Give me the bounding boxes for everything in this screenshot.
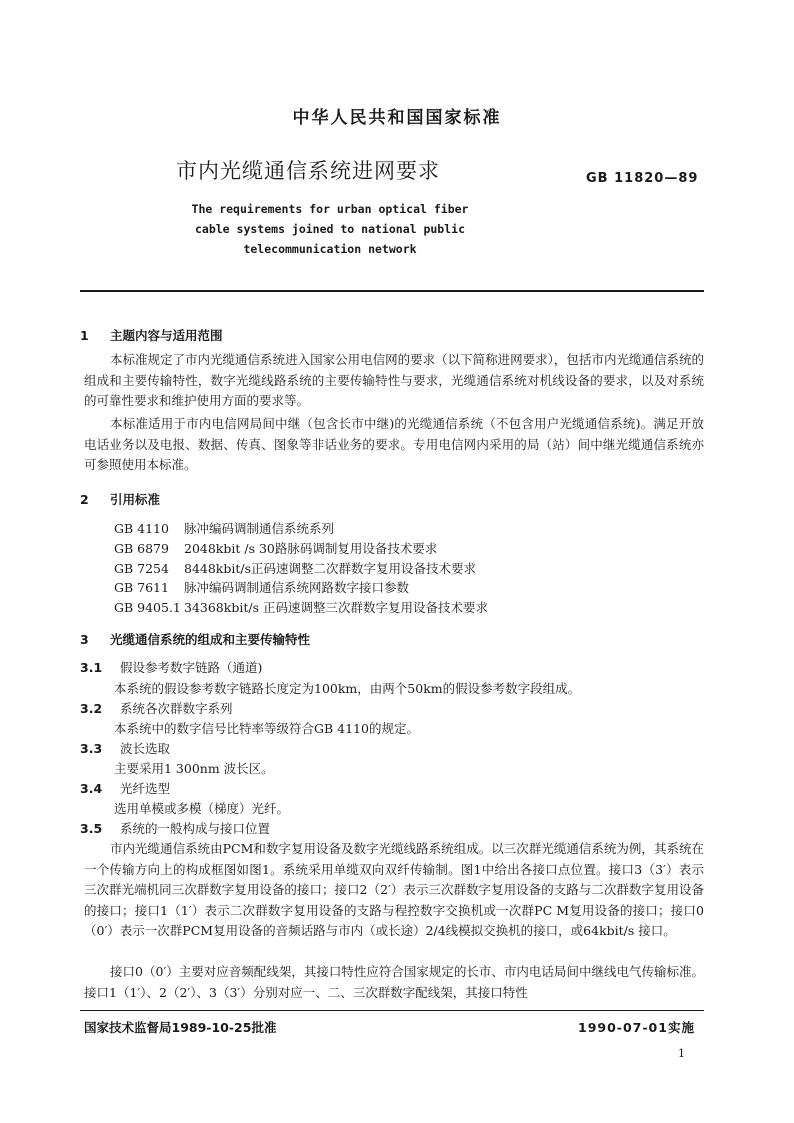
section-1-paragraph-1: 本标准规定了市内光缆通信系统进入国家公用电信网的要求（以下简称进网要求），包括市内光缆通信系统的组成和主要传输特性，数字光缆线路系统的主要传输特性与要求，光缆通信系统对机线设备的要求，以及对系统的可靠性要求和维护使用方面的要求等。 xyxy=(84,352,704,408)
subsection-title: 系统的一般构成与接口位置 xyxy=(120,821,271,836)
reference-item xyxy=(114,559,476,577)
subsection-number: 3.1 xyxy=(80,660,103,675)
subsection-3-5-paragraph-1: 市内光缆通信系统由PCM和数字复用设备及数字光缆线路系统组成。以三次群光缆通信系统为例，其系统在一个传输方向上的构成框图如图1。系统采用单缆双向双纤传输制。图1中给出各接口点位置。接口3（3′）表示三次群光端机同三次群数字复用设备的接口；接口2（2′）表示三次群数字复用设备的支路与二次群数字复用设备的接口；接口1（1′）表示二次群数字复用设备的支路与程控数字交换机或一次群PC M复用设备的接口；接口0（0′）表示一次群PCM复用设备的音频话路与市内（或长途）2/4线模拟交换机的接口，或64kbit/s 接口。 xyxy=(84,841,704,938)
subsection-title: 波长选取 xyxy=(120,741,171,756)
title-en-line: telecommunication network xyxy=(243,242,417,256)
reference-title: 8448kbit/s正码速调整二次群数字复用设备技术要求 xyxy=(184,561,477,576)
subsection-3-4-text: 选用单模或多模（梯度）光纤。 xyxy=(114,801,290,816)
reference-item xyxy=(114,578,409,596)
reference-title: 34368kbit/s 正码速调整三次群数字复用设备技术要求 xyxy=(184,600,488,615)
section-3-heading xyxy=(80,630,310,648)
subsection-3-1-heading xyxy=(80,658,262,676)
section-1-heading xyxy=(80,326,223,344)
subsection-title: 假设参考数字链路（通道) xyxy=(120,660,263,675)
subsection-number: 3.4 xyxy=(80,781,103,796)
title-en-line: cable systems joined to national public xyxy=(194,222,466,236)
approval-date: 国家技术监督局1989-10-25批准 xyxy=(84,1020,277,1035)
effective-date: 1990-07-01实施 xyxy=(578,1020,695,1035)
reference-code: GB 4110 xyxy=(114,521,169,536)
subsection-3-2-text: 本系统中的数字信号比特率等级符合GB 4110的规定。 xyxy=(114,721,419,736)
subsection-3-3-heading xyxy=(80,739,170,757)
section-title: 光缆通信系统的组成和主要传输特性 xyxy=(110,632,311,647)
subsection-title: 系统各次群数字系列 xyxy=(120,701,233,716)
document-title-cn: 市内光缆通信系统进网要求 xyxy=(176,159,440,183)
subsection-3-5-paragraph-2: 接口0（0′）主要对应音频配线架，其接口特性应符合国家规定的长市、市内电话局间中继线电气传输标准。接口1（1′）、2（2′）、3（3′）分别对应一、二、三次群数字配线架，其接口特性 xyxy=(84,964,704,1000)
subsection-3-1-text: 本系统的假设参考数字链路长度定为100km，由两个50km的假设参考数字段组成。 xyxy=(114,681,581,696)
page-number: 1 xyxy=(678,1047,685,1060)
reference-title: 2048kbit /s 30路脉码调制复用设备技术要求 xyxy=(184,541,438,556)
national-standard-heading: 中华人民共和国国家标准 xyxy=(292,108,502,128)
subsection-3-2-heading xyxy=(80,699,233,717)
subsection-3-5-heading xyxy=(80,819,270,837)
section-number: 3 xyxy=(80,632,89,647)
reference-item xyxy=(114,539,437,557)
subsection-title: 光纤选型 xyxy=(120,781,171,796)
section-number: 1 xyxy=(80,328,89,343)
subsection-3-4-heading xyxy=(80,779,170,797)
title-en-line: The requirements for urban optical fiber xyxy=(191,202,469,216)
reference-title: 脉冲编码调制通信系统系列 xyxy=(184,521,335,536)
subsection-3-3-text: 主要采用1 300nm 波长区。 xyxy=(114,761,274,776)
subsection-number: 3.5 xyxy=(80,821,103,836)
subsection-number: 3.2 xyxy=(80,701,103,716)
reference-code: GB 6879 xyxy=(114,541,169,556)
document-title-en xyxy=(150,199,510,259)
reference-code: GB 9405.1 xyxy=(114,600,181,615)
section-title: 主题内容与适用范围 xyxy=(110,328,223,343)
reference-item xyxy=(114,598,488,616)
standard-code: GB 11820—89 xyxy=(586,171,699,186)
reference-item xyxy=(114,519,334,537)
section-number: 2 xyxy=(80,492,89,507)
section-1-paragraph-2: 本标准适用于市内电信网局间中继（包含长市中继)的光缆通信系统（不包含用户光缆通信系统)。满足开放电话业务以及电报、数据、传真、图象等非话业务的要求。专用电信网内采用的局（站）间中继光缆通信系统亦可参照使用本标准。 xyxy=(84,416,704,472)
section-2-heading xyxy=(80,490,160,508)
header-divider xyxy=(80,290,704,292)
reference-code: GB 7611 xyxy=(114,580,169,595)
subsection-number: 3.3 xyxy=(80,741,103,756)
section-title: 引用标准 xyxy=(110,492,161,507)
footer-divider xyxy=(80,1010,704,1011)
reference-title: 脉冲编码调制通信系统网路数字接口参数 xyxy=(184,580,410,595)
reference-code: GB 7254 xyxy=(114,561,169,576)
